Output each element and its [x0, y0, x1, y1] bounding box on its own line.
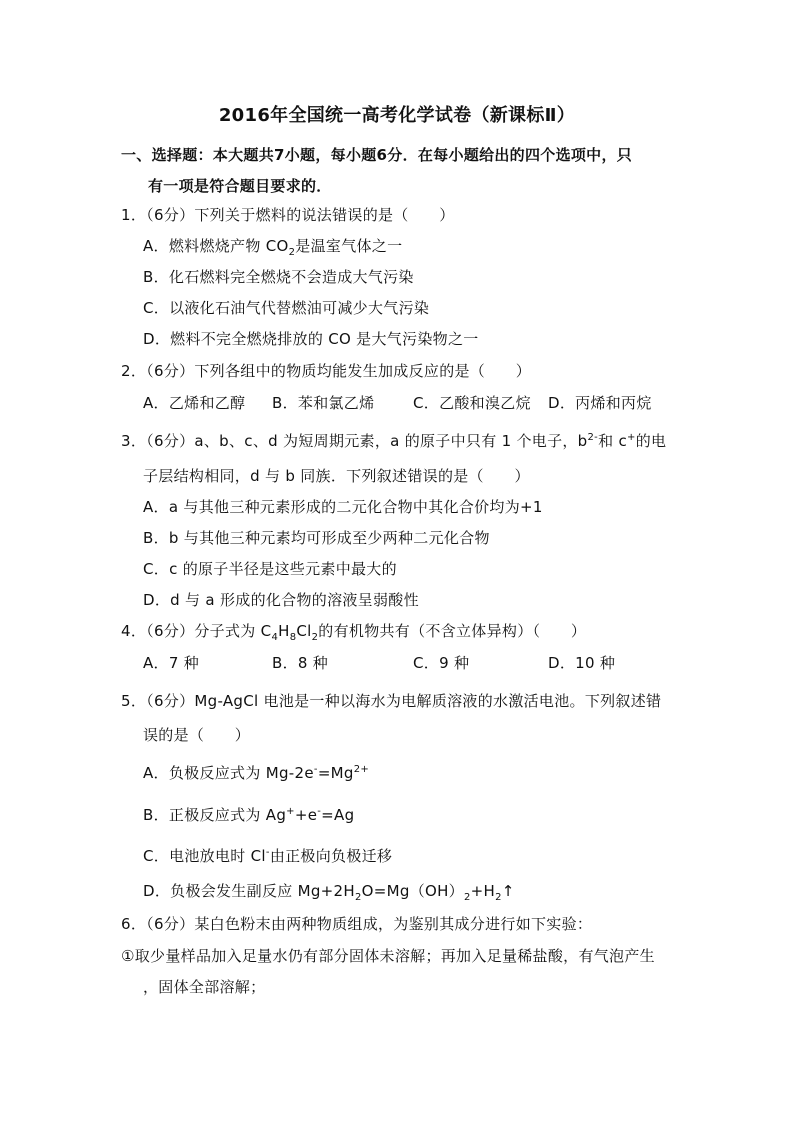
question-5-option-c: C．电池放电时 Cl-由正极向负极迁移 — [143, 847, 393, 865]
question-3-option-a: A．a 与其他三种元素形成的二元化合物中其化合价均为+1 — [143, 498, 543, 516]
question-2-option-b: B．苯和氯乙烯 — [272, 394, 375, 412]
question-5-option-a: A．负极反应式为 $Mg-2e^-=Mg^{2+}$ — [143, 764, 370, 782]
question-1-option-c: C．以液化石油气代替燃油可减少大气污染 — [143, 299, 430, 317]
section-heading-cont: 有一项是符合题目要求的． — [148, 177, 332, 195]
question-5-option-b: B．正极反应式为 Ag++e-=Ag — [143, 806, 355, 824]
question-4-option-c: C．9 种 — [413, 654, 470, 672]
question-5-stem-cont: 误的是（ ） — [143, 726, 251, 744]
question-3-option-c: C．c 的原子半径是这些元素中最大的 — [143, 560, 397, 578]
question-6-paragraph-1: ①取少量样品加入足量水仍有部分固体未溶解；再加入足量稀盐酸，有气泡产生 — [121, 947, 655, 965]
question-1-option-d: D．燃料不完全燃烧排放的 CO 是大气污染物之一 — [143, 330, 479, 348]
question-2-option-c: C．乙酸和溴乙烷 — [413, 394, 531, 412]
question-2-option-a: A．乙烯和乙醇 — [143, 394, 246, 412]
page-title: 2016年全国统一高考化学试卷（新课标Ⅱ） — [218, 105, 576, 126]
question-1-option-b: B．化石燃料完全燃烧不会造成大气污染 — [143, 268, 414, 286]
question-4-option-a: A．7 种 — [143, 654, 200, 672]
question-3-option-b: B．b 与其他三种元素均可形成至少两种二元化合物 — [143, 529, 490, 547]
question-1-option-a: A．燃料燃烧产物 $CO_2$是温室气体之一 — [143, 237, 403, 258]
section-heading: 一、选择题：本大题共7小题，每小题6分．在每小题给出的四个选项中，只 — [121, 146, 633, 164]
question-3-option-d: D．d 与 a 形成的化合物的溶液呈弱酸性 — [143, 591, 419, 609]
question-6-stem: 6．（6分）某白色粉末由两种物质组成，为鉴别其成分进行如下实验： — [121, 915, 593, 933]
question-3-stem: 3．（6分）a、b、c、d 为短周期元素，a 的原子中只有 1 个电子，$b^{2-}$和 c+的电 — [121, 432, 667, 450]
question-2-option-d: D．丙烯和丙烷 — [548, 394, 652, 412]
question-3-stem-cont: 子层结构相同，d 与 b 同族．下列叙述错误的是（ ） — [143, 467, 530, 485]
question-5-stem: 5．（6分）Mg-AgCl 电池是一种以海水为电解质溶液的水激活电池。下列叙述错 — [121, 692, 662, 710]
question-4-option-b: B．8 种 — [272, 654, 329, 672]
question-6-paragraph-1-cont: ，固体全部溶解； — [143, 978, 266, 996]
question-5-option-d: D．负极会发生副反应 $Mg+2H_2O=Mg(OH)_2+H_2↑$ — [143, 882, 515, 903]
question-1-stem: 1．（6分）下列关于燃料的说法错误的是（ ） — [121, 206, 455, 224]
question-2-stem: 2．（6分）下列各组中的物质均能发生加成反应的是（ ） — [121, 362, 531, 380]
question-4-stem: 4．（6分）分子式为 $C_4H_8Cl_2$的有机物共有（不含立体异构）（ ） — [121, 622, 587, 643]
question-4-option-d: D．10 种 — [548, 654, 616, 672]
